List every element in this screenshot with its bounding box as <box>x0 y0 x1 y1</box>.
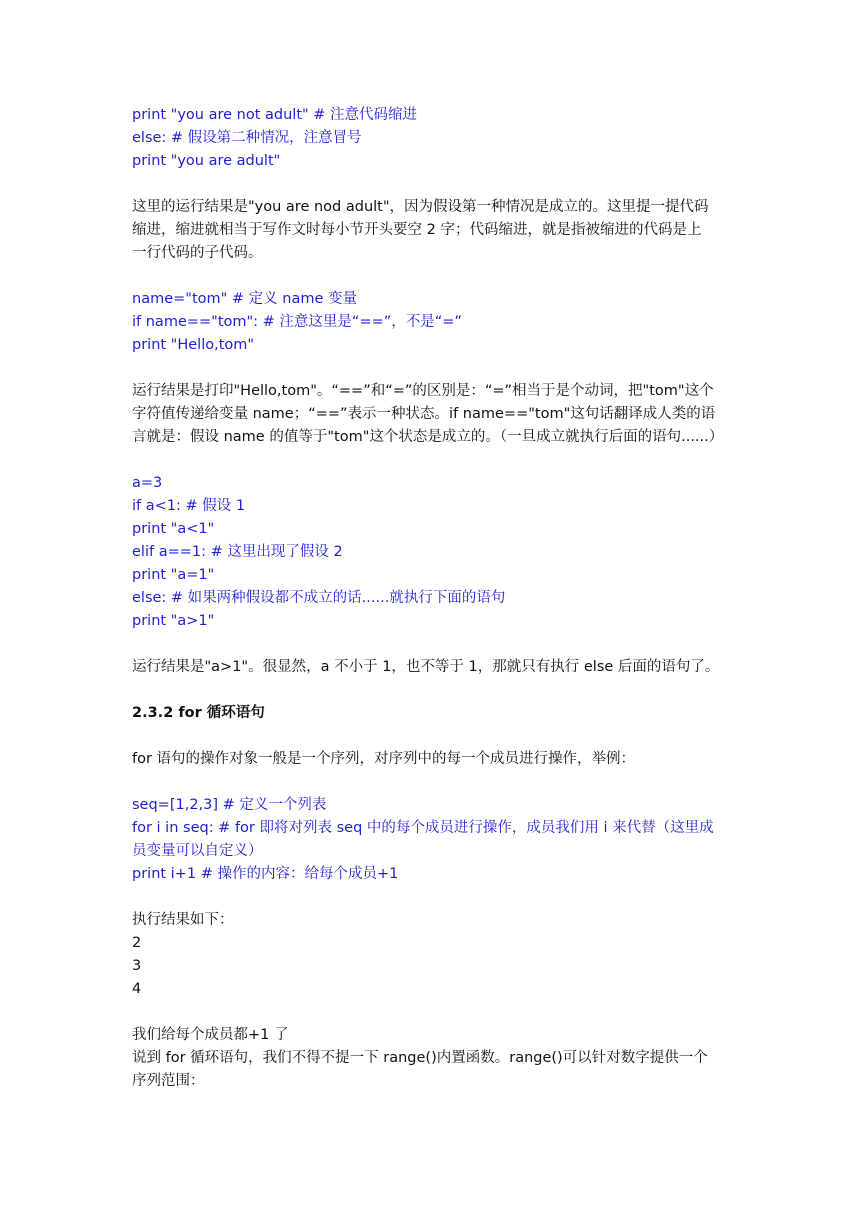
code-line: print "you are adult" <box>132 153 281 169</box>
text-line: 言就是：假设 name 的值等于"tom"这个状态是成立的。（一旦成立就执行后面的语句......） <box>132 429 724 445</box>
code-line: else: # 如果两种假设都不成立的话......就执行下面的语句 <box>132 590 506 606</box>
text-line: 缩进，缩进就相当于写作文时每小节开头要空 2 字；代码缩进，就是指被缩进的代码是上 <box>132 222 702 238</box>
code-line: elif a==1: # 这里出现了假设 2 <box>132 544 343 560</box>
code-line: print "a<1" <box>132 521 215 537</box>
paragraph-for-intro <box>132 748 742 771</box>
code-line: print "a=1" <box>132 567 215 583</box>
execution-result <box>132 909 742 1001</box>
paragraph-range <box>132 1024 742 1093</box>
code-line: print i+1 # 操作的内容：给每个成员+1 <box>132 866 399 882</box>
code-line: name="tom" # 定义 name 变量 <box>132 291 357 307</box>
text-line: 这里的运行结果是"you are nod adult"，因为假设第一种情况是成立的。这里提一提代码 <box>132 199 709 215</box>
paragraph-elif-result <box>132 656 742 679</box>
code-block-elif <box>132 472 742 633</box>
text-line: 序列范围： <box>132 1073 205 1089</box>
code-block-if-else <box>132 104 742 173</box>
code-block-for <box>132 794 742 886</box>
code-line: a=3 <box>132 475 163 491</box>
text-line: for 语句的操作对象一般是一个序列，对序列中的每一个成员进行操作，举例： <box>132 751 636 767</box>
text-line: 运行结果是打印"Hello,tom"。“==”和“=”的区别是：“=”相当于是个动词，把"tom"这个 <box>132 383 714 399</box>
text-line: 一行代码的子代码。 <box>132 245 263 261</box>
code-line: for i in seq: # for 即将对列表 seq 中的每个成员进行操作，成员我们用 i 来代替（这里成 <box>132 820 714 836</box>
result-value: 4 <box>132 981 142 997</box>
code-line: if name=="tom": # 注意这里是“==”，不是“=” <box>132 314 462 330</box>
section-heading: 2.3.2 for 循环语句 <box>132 705 265 721</box>
paragraph-indentation <box>132 196 742 265</box>
text-line: 字符值传递给变量 name；“==”表示一种状态。if name=="tom"这句话翻译成人类的语 <box>132 406 716 422</box>
code-line: print "Hello,tom" <box>132 337 255 353</box>
text-line: 我们给每个成员都+1 了 <box>132 1027 289 1043</box>
paragraph-equality <box>132 380 742 449</box>
result-value: 2 <box>132 935 142 951</box>
code-line: if a<1: # 假设 1 <box>132 498 246 514</box>
code-line: print "a>1" <box>132 613 215 629</box>
code-line: seq=[1,2,3] # 定义一个列表 <box>132 797 327 813</box>
text-line: 运行结果是"a>1"。很显然，a 不小于 1，也不等于 1，那就只有执行 else 后面的语句了。 <box>132 659 720 675</box>
result-value: 3 <box>132 958 142 974</box>
document-page <box>132 104 742 1093</box>
code-block-name <box>132 288 742 357</box>
code-line: else: # 假设第二种情况，注意冒号 <box>132 130 362 146</box>
code-line: print "you are not adult" # 注意代码缩进 <box>132 107 418 123</box>
code-line: 员变量可以自定义） <box>132 843 263 859</box>
text-line: 说到 for 循环语句，我们不得不提一下 range()内置函数。range()可以针对数字提供一个 <box>132 1050 708 1066</box>
result-label: 执行结果如下： <box>132 912 234 928</box>
